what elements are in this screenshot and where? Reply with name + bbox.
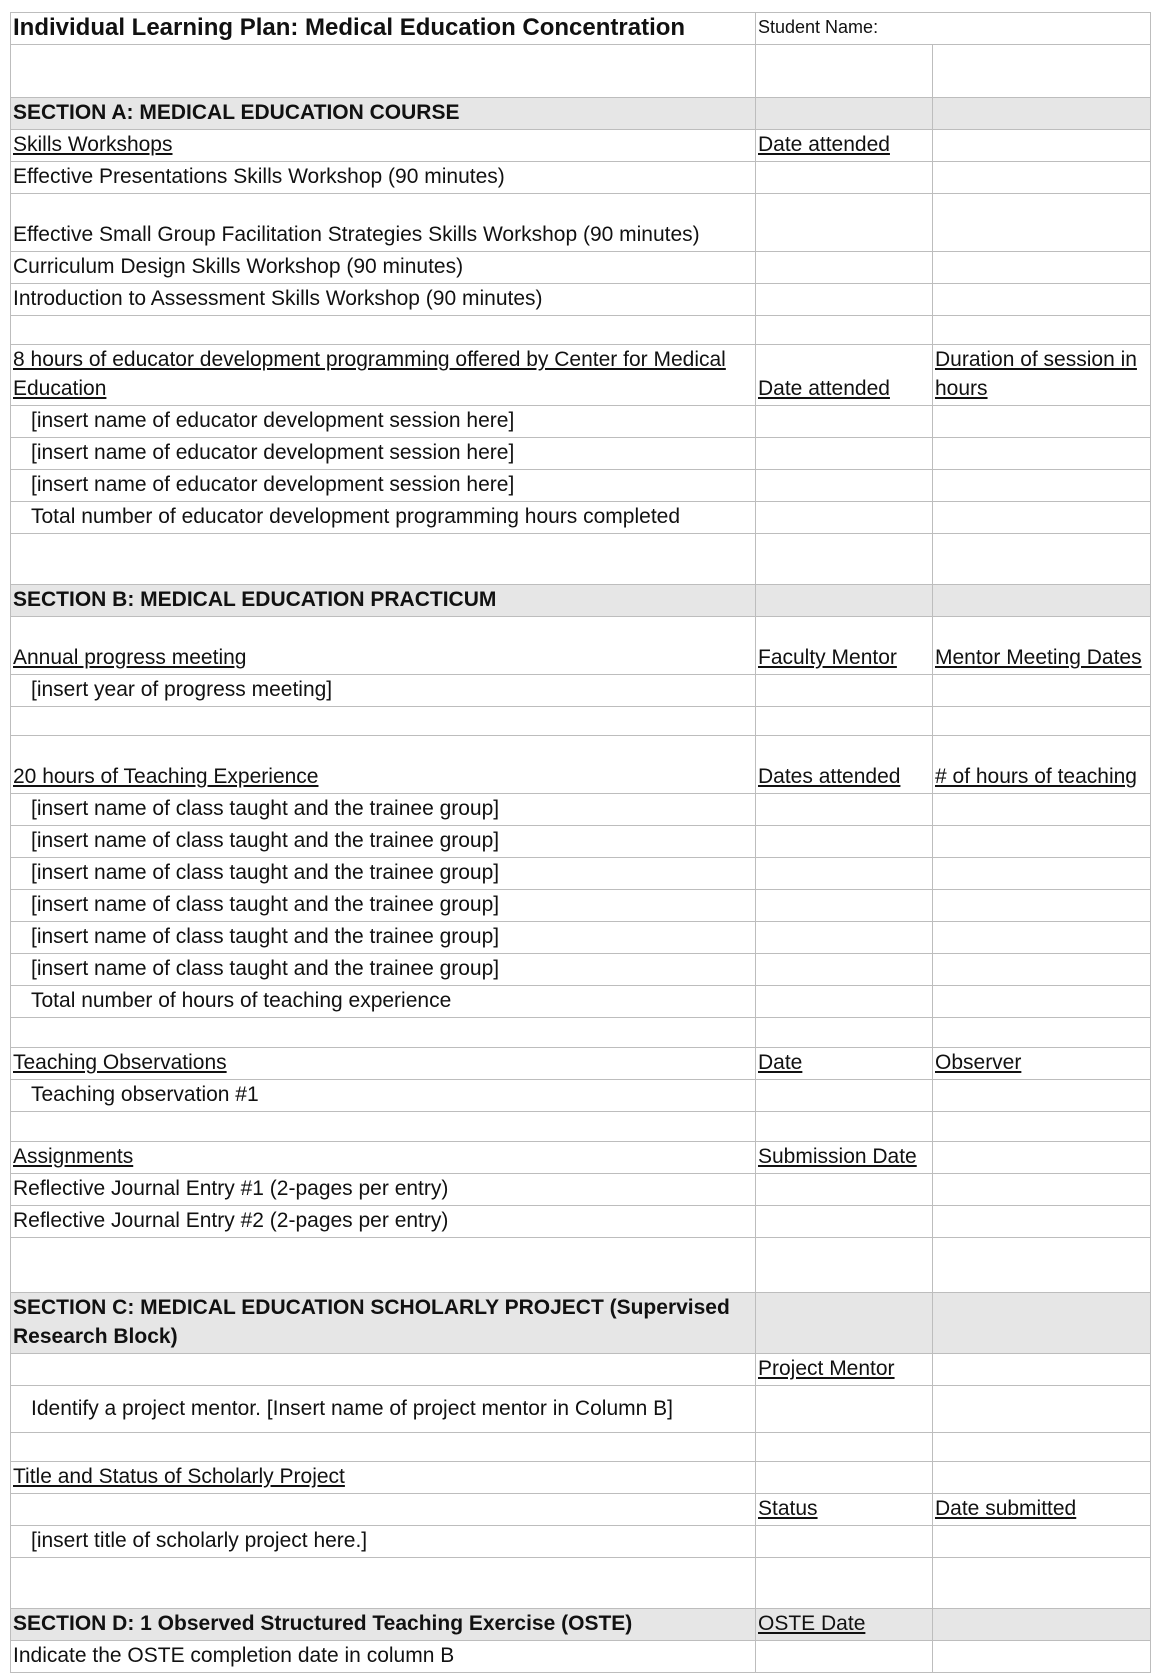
blank-cell[interactable] — [756, 1238, 933, 1293]
student-name-label[interactable]: Student Name: — [756, 13, 1151, 45]
blank-cell[interactable] — [933, 1112, 1151, 1142]
mentor-instruction: Identify a project mentor. [Insert name of project mentor in Column B] — [11, 1386, 756, 1433]
workshop-date-cell[interactable] — [756, 284, 933, 316]
teaching-date-cell[interactable] — [756, 954, 933, 986]
teaching-hours-header: # of hours of teaching — [933, 736, 1151, 794]
date-submitted-header: Date submitted — [933, 1494, 1151, 1526]
workshop-date-cell[interactable] — [756, 162, 933, 194]
mentor-dates-header: Mentor Meeting Dates — [933, 617, 1151, 675]
blank-cell[interactable] — [933, 316, 1151, 345]
dates-attended-header: Dates attended — [756, 736, 933, 794]
page-title: Individual Learning Plan: Medical Education Concentration — [11, 13, 756, 45]
teaching-experience-header: 20 hours of Teaching Experience — [11, 736, 756, 794]
progress-meeting-header: Annual progress meeting — [11, 617, 756, 675]
skills-workshops-header: Skills Workshops — [11, 130, 756, 162]
blank-cell[interactable] — [11, 1112, 756, 1142]
observer-cell[interactable] — [933, 1080, 1151, 1112]
blank-cell[interactable] — [933, 1142, 1151, 1174]
blank-cell[interactable] — [11, 1558, 756, 1609]
teaching-date-cell[interactable] — [756, 890, 933, 922]
blank-cell[interactable] — [11, 45, 756, 98]
blank-cell[interactable] — [933, 1018, 1151, 1048]
teaching-date-cell[interactable] — [756, 794, 933, 826]
blank-cell[interactable] — [756, 45, 933, 98]
section-b-heading: SECTION B: MEDICAL EDUCATION PRACTICUM — [11, 585, 756, 617]
blank-cell[interactable] — [933, 130, 1151, 162]
teaching-row-label: [insert name of class taught and the trainee group] — [11, 922, 756, 954]
blank-cell[interactable] — [933, 1462, 1151, 1494]
blank-cell — [756, 585, 933, 617]
session-duration-cell[interactable] — [933, 406, 1151, 438]
observer-header: Observer — [933, 1048, 1151, 1080]
blank-cell[interactable] — [11, 1018, 756, 1048]
oste-date-header: OSTE Date — [756, 1609, 933, 1641]
oste-date-cell[interactable] — [756, 1641, 933, 1673]
blank-cell[interactable] — [11, 534, 756, 585]
blank-cell — [756, 98, 933, 130]
teaching-date-cell[interactable] — [756, 826, 933, 858]
blank-cell[interactable] — [933, 1641, 1151, 1673]
teaching-hours-cell[interactable] — [933, 826, 1151, 858]
blank-cell — [933, 585, 1151, 617]
teaching-date-cell[interactable] — [756, 922, 933, 954]
blank-cell[interactable] — [756, 534, 933, 585]
teaching-hours-cell[interactable] — [933, 890, 1151, 922]
project-submitted-cell[interactable] — [933, 1526, 1151, 1558]
teaching-hours-cell[interactable] — [933, 954, 1151, 986]
blank-cell — [756, 1293, 933, 1354]
teaching-observations-header: Teaching Observations — [11, 1048, 756, 1080]
blank-cell[interactable] — [933, 707, 1151, 736]
blank-cell[interactable] — [933, 986, 1151, 1018]
blank-cell[interactable] — [933, 252, 1151, 284]
blank-cell[interactable] — [756, 1433, 933, 1462]
submission-date-cell[interactable] — [756, 1206, 933, 1238]
programming-total-label: Total number of educator development programming hours completed — [11, 502, 756, 534]
workshop-row-label: Introduction to Assessment Skills Workshop (90 minutes) — [11, 284, 756, 316]
date-attended-header: Date attended — [756, 130, 933, 162]
observation-date-cell[interactable] — [756, 1080, 933, 1112]
teaching-row-label: [insert name of class taught and the trainee group] — [11, 826, 756, 858]
blank-cell[interactable] — [933, 1433, 1151, 1462]
blank-cell[interactable] — [933, 194, 1151, 252]
session-date-cell[interactable] — [756, 406, 933, 438]
teaching-date-cell[interactable] — [756, 858, 933, 890]
blank-cell[interactable] — [11, 1238, 756, 1293]
workshop-row-label: Effective Presentations Skills Workshop (90 minutes) — [11, 162, 756, 194]
teaching-total-cell[interactable] — [756, 986, 933, 1018]
blank-cell[interactable] — [933, 1238, 1151, 1293]
duration-header: Duration of session in hours — [933, 345, 1151, 406]
session-duration-cell[interactable] — [933, 438, 1151, 470]
blank-cell — [933, 1293, 1151, 1354]
session-date-cell[interactable] — [756, 470, 933, 502]
teaching-row-label: [insert name of class taught and the trainee group] — [11, 794, 756, 826]
blank-cell[interactable] — [933, 502, 1151, 534]
blank-cell[interactable] — [756, 707, 933, 736]
blank-cell[interactable] — [756, 316, 933, 345]
blank-cell[interactable] — [756, 1112, 933, 1142]
assignment-row-label: Reflective Journal Entry #1 (2-pages per entry) — [11, 1174, 756, 1206]
submission-date-cell[interactable] — [756, 1174, 933, 1206]
blank-cell[interactable] — [933, 1386, 1151, 1433]
teaching-hours-cell[interactable] — [933, 922, 1151, 954]
assignment-row-label: Reflective Journal Entry #2 (2-pages per entry) — [11, 1206, 756, 1238]
teaching-row-label: [insert name of class taught and the trainee group] — [11, 890, 756, 922]
section-c-heading: SECTION C: MEDICAL EDUCATION SCHOLARLY PROJECT (Supervised Research Block) — [11, 1293, 756, 1354]
session-row-label: [insert name of educator development session here] — [11, 406, 756, 438]
blank-cell[interactable] — [756, 1018, 933, 1048]
blank-cell[interactable] — [11, 1433, 756, 1462]
teaching-total-label: Total number of hours of teaching experience — [11, 986, 756, 1018]
session-row-label: [insert name of educator development session here] — [11, 470, 756, 502]
programming-total-cell[interactable] — [756, 502, 933, 534]
blank-cell[interactable] — [11, 316, 756, 345]
blank-cell[interactable] — [933, 284, 1151, 316]
blank-cell[interactable] — [11, 1494, 756, 1526]
oste-instruction: Indicate the OSTE completion date in column B — [11, 1641, 756, 1673]
teaching-hours-cell[interactable] — [933, 858, 1151, 890]
project-title-row-label: [insert title of scholarly project here.] — [11, 1526, 756, 1558]
blank-cell[interactable] — [756, 1462, 933, 1494]
section-a-heading: SECTION A: MEDICAL EDUCATION COURSE — [11, 98, 756, 130]
workshop-date-cell[interactable] — [756, 252, 933, 284]
project-status-cell[interactable] — [756, 1526, 933, 1558]
blank-cell — [933, 98, 1151, 130]
section-d-heading: SECTION D: 1 Observed Structured Teaching Exercise (OSTE) — [11, 1609, 756, 1641]
faculty-mentor-header: Faculty Mentor — [756, 617, 933, 675]
status-header: Status — [756, 1494, 933, 1526]
learning-plan-sheet — [10, 12, 1151, 1673]
blank-cell[interactable] — [933, 1558, 1151, 1609]
project-title-header: Title and Status of Scholarly Project — [11, 1462, 756, 1494]
observation-date-header: Date — [756, 1048, 933, 1080]
date-attended-header: Date attended — [756, 345, 933, 406]
teaching-row-label: [insert name of class taught and the trainee group] — [11, 954, 756, 986]
faculty-mentor-cell[interactable] — [756, 675, 933, 707]
programming-header: 8 hours of educator development programming offered by Center for Medical Education — [11, 345, 756, 406]
session-row-label: [insert name of educator development session here] — [11, 438, 756, 470]
project-mentor-cell[interactable] — [756, 1386, 933, 1433]
blank-cell[interactable] — [11, 1354, 756, 1386]
blank-cell[interactable] — [933, 1354, 1151, 1386]
mentor-dates-cell[interactable] — [933, 675, 1151, 707]
workshop-row-label: Curriculum Design Skills Workshop (90 minutes) — [11, 252, 756, 284]
blank-cell[interactable] — [933, 1206, 1151, 1238]
blank-cell[interactable] — [933, 45, 1151, 98]
workshop-row-label: Effective Small Group Facilitation Strategies Skills Workshop (90 minutes) — [11, 194, 756, 252]
teaching-row-label: [insert name of class taught and the trainee group] — [11, 858, 756, 890]
blank-cell[interactable] — [933, 534, 1151, 585]
session-date-cell[interactable] — [756, 438, 933, 470]
teaching-hours-cell[interactable] — [933, 794, 1151, 826]
submission-date-header: Submission Date — [756, 1142, 933, 1174]
progress-meeting-row-label: [insert year of progress meeting] — [11, 675, 756, 707]
workshop-date-cell[interactable] — [756, 194, 933, 252]
blank-cell[interactable] — [933, 162, 1151, 194]
blank-cell[interactable] — [933, 1174, 1151, 1206]
blank-cell[interactable] — [11, 707, 756, 736]
project-mentor-header: Project Mentor — [756, 1354, 933, 1386]
observation-row-label: Teaching observation #1 — [11, 1080, 756, 1112]
assignments-header: Assignments — [11, 1142, 756, 1174]
blank-cell[interactable] — [756, 1558, 933, 1609]
session-duration-cell[interactable] — [933, 470, 1151, 502]
blank-cell — [933, 1609, 1151, 1641]
